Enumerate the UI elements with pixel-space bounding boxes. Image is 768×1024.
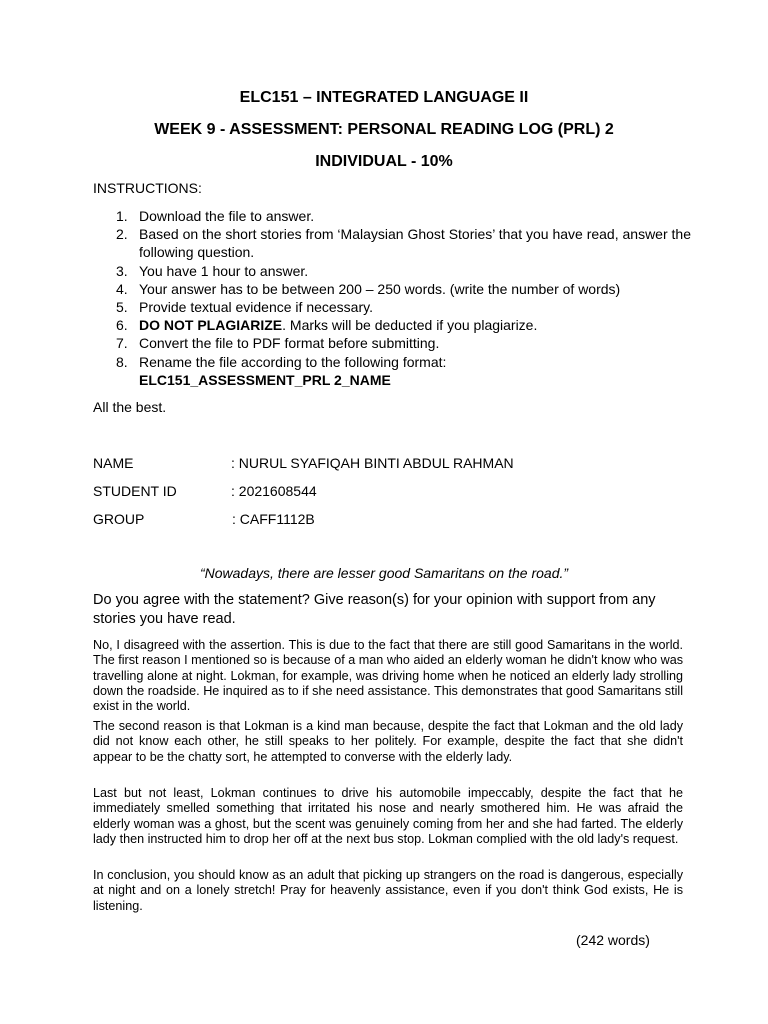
item-number: 4. (116, 280, 128, 297)
instruction-item (93, 225, 693, 261)
item-number: 8. (116, 353, 128, 370)
group-value: : CAFF1112B (232, 511, 315, 527)
instruction-item (93, 298, 693, 316)
item-number: 2. (116, 226, 128, 243)
item-text: Based on the short stories from ‘Malaysian Ghost Stories’ that you have read, answer the following question. (139, 226, 691, 261)
item-number: 5. (116, 299, 128, 316)
item-text: Rename the file according to the following format: (139, 353, 447, 370)
answer-paragraph: Last but not least, Lokman continues to drive his automobile impeccably, despite the fact that he immediately smelled something that irritated his nose and nearly smothered him. He was afraid the elderly woman was a ghost, but the scent was genuinely coming from her and she had farted. The elderly lady then instructed him to drop her off at the next bus stop. Lokman complied with the old lady's request. (93, 786, 683, 846)
instruction-item (93, 207, 693, 225)
filename-format: ELC151_ASSESSMENT_PRL 2_NAME (139, 371, 391, 388)
word-count: (242 words) (576, 932, 650, 948)
instruction-item (93, 334, 693, 352)
item-text: Download the file to answer. (139, 208, 315, 224)
assessment-title: WEEK 9 - ASSESSMENT: PERSONAL READING LOG (PRL) 2 (154, 121, 614, 138)
name-label: NAME (93, 455, 134, 471)
weight-title: INDIVIDUAL - 10% (315, 153, 453, 170)
instruction-item (93, 280, 693, 298)
item-number: 6. (116, 317, 128, 334)
item-number: 1. (116, 208, 128, 224)
course-title: ELC151 – INTEGRATED LANGUAGE II (239, 89, 529, 106)
item-number: 7. (116, 335, 128, 352)
instruction-item (93, 262, 693, 280)
plagiarism-warning: DO NOT PLAGIARIZE (139, 317, 283, 334)
item-text: . Marks will be deducted if you plagiarize. (282, 317, 538, 334)
instructions-label: INSTRUCTIONS: (93, 180, 202, 196)
instruction-item (93, 316, 693, 334)
answer-paragraph: In conclusion, you should know as an adult that picking up strangers on the road is dangerous, especially at night and on a lonely stretch! Pray for heavenly assistance, even if you don't think God exists, He is listening. (93, 868, 683, 913)
student-id-label: STUDENT ID (93, 483, 177, 499)
answer-paragraph: The second reason is that Lokman is a kind man because, despite the fact that Lokman and the old lady did not know each other, he still speaks to her politely. For example, despite the fact that she didn't appear to be the chatty sort, he attempted to converse with the elderly lady. (93, 719, 683, 764)
item-text: Provide textual evidence if necessary. (139, 299, 373, 316)
item-text: Convert the file to PDF format before submitting. (139, 335, 440, 352)
item-number: 3. (116, 262, 128, 279)
closing-text: All the best. (93, 399, 167, 415)
answer-paragraph: No, I disagreed with the assertion. This is due to the fact that there are still good Samaritans in the world. The first reason I mentioned so is because of a man who aided an elderly woman he didn't know who was travelling alone at night. Lokman, for example, was driving home when he noticed an elderly lady strolling down the roadside. He inquired as to if she need assistance. This demonstrates that good Samaritans still exist in the world. (93, 638, 683, 714)
group-label: GROUP (93, 511, 145, 527)
instruction-item (93, 353, 693, 371)
name-value: : NURUL SYAFIQAH BINTI ABDUL RAHMAN (231, 455, 514, 471)
item-text: Your answer has to be between 200 – 250 words. (write the number of words) (139, 280, 621, 297)
student-id-value: : 2021608544 (231, 483, 317, 499)
instructions-list (93, 207, 693, 389)
essay-question: Do you agree with the statement? Give reason(s) for your opinion with support from any stories you have read. (93, 592, 656, 627)
item-text: You have 1 hour to answer. (139, 262, 309, 279)
statement-quote: “Nowadays, there are lesser good Samaritans on the road.” (199, 565, 569, 581)
